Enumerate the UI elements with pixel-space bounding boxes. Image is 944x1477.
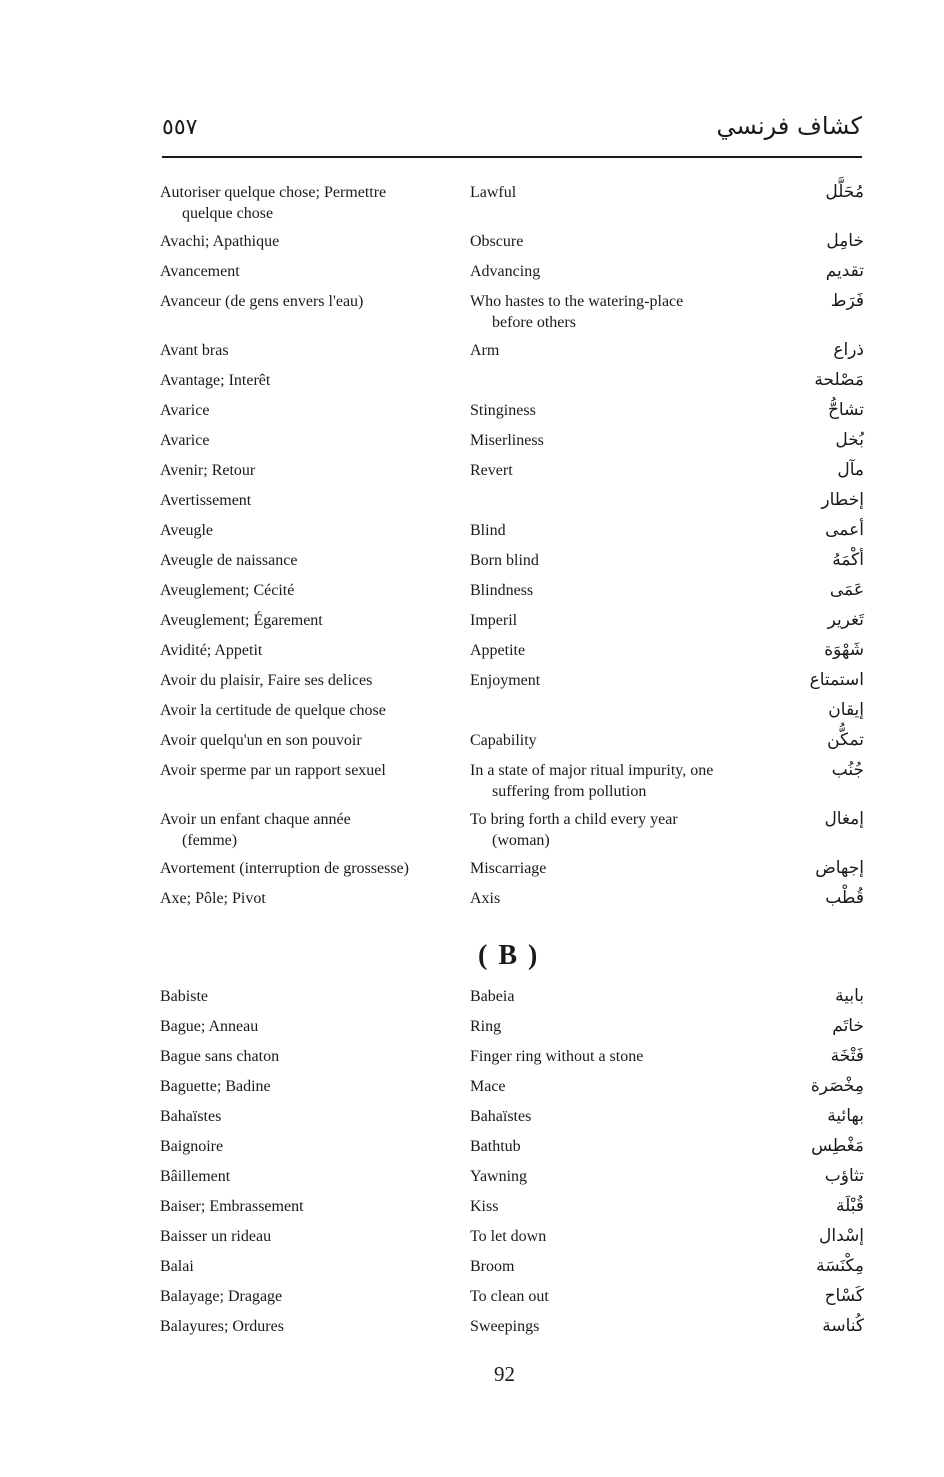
arabic-term: شَهْوَة: [824, 640, 864, 660]
english-term-line: Mace: [470, 1078, 506, 1095]
arabic-term: تشاحُّ: [827, 400, 864, 420]
dictionary-entry: [158, 340, 864, 370]
english-term-continuation: (woman): [492, 832, 550, 849]
english-term-line: Finger ring without a stone: [470, 1048, 644, 1065]
french-term-line: Avoir sperme par un rapport sexuel: [160, 762, 386, 779]
french-term: [160, 1316, 450, 1337]
french-term-line: Aveuglement; Cécité: [160, 582, 295, 599]
english-term: [470, 460, 770, 481]
dictionary-entry: [158, 430, 864, 460]
dictionary-entry: [158, 700, 864, 730]
english-term-line: Lawful: [470, 184, 517, 201]
french-term: [160, 730, 450, 751]
english-term-line: Revert: [470, 462, 513, 479]
english-term-line: Axis: [470, 890, 501, 907]
french-term: [160, 610, 450, 631]
english-term: [470, 1016, 770, 1037]
french-term-line: Balayage; Dragage: [160, 1288, 283, 1305]
english-term-continuation: before others: [492, 314, 576, 331]
dictionary-entry: [158, 760, 864, 809]
english-term-line: In a state of major ritual impurity, one: [470, 762, 714, 779]
english-term-line: Stinginess: [470, 402, 536, 419]
footer-page-number: 92: [494, 1362, 515, 1386]
english-term-line: To clean out: [470, 1288, 549, 1305]
french-term-continuation: (femme): [182, 832, 238, 849]
dictionary-entry: [158, 1016, 864, 1046]
arabic-term: قُطْب: [825, 888, 864, 908]
english-term: [470, 610, 770, 631]
dictionary-entry: [158, 1316, 864, 1346]
french-term-line: Avidité; Appetit: [160, 642, 263, 659]
french-term: [160, 1106, 450, 1127]
section-heading-b: ( B ): [478, 940, 540, 971]
french-term: [160, 1196, 450, 1217]
french-term-line: Bâillement: [160, 1168, 231, 1185]
english-term-line: Kiss: [470, 1198, 499, 1215]
french-term: [160, 670, 450, 691]
dictionary-entry: [158, 490, 864, 520]
arabic-term: أعمى: [825, 520, 864, 540]
french-term: [160, 490, 450, 511]
french-term-line: Avantage; Interêt: [160, 372, 271, 389]
arabic-term: بابية: [835, 986, 864, 1006]
arabic-term: أكْمَهُ: [832, 550, 864, 570]
arabic-term: إخطار: [821, 490, 864, 510]
english-term: [470, 580, 770, 601]
entries-section-b: [158, 986, 864, 1346]
dictionary-entry: [158, 460, 864, 490]
english-term-line: Bahaïstes: [470, 1108, 532, 1125]
arabic-term: فَتْخَة: [830, 1046, 864, 1066]
dictionary-entry: [158, 1046, 864, 1076]
arabic-term: مَصْلحة: [814, 370, 864, 390]
dictionary-entry: [158, 1076, 864, 1106]
english-term-line: Miscarriage: [470, 860, 547, 877]
arabic-term: إسْدال: [819, 1226, 864, 1246]
english-term: [470, 640, 770, 661]
dictionary-entry: [158, 858, 864, 888]
arabic-term: مِكْنَسَة: [816, 1256, 864, 1276]
english-term: [470, 730, 770, 751]
english-term-line: Advancing: [470, 263, 541, 280]
french-term: [160, 340, 450, 361]
dictionary-entry: [158, 640, 864, 670]
french-term-line: Avoir quelqu'un en son pouvoir: [160, 732, 362, 749]
english-term-line: Ring: [470, 1018, 502, 1035]
arabic-term: مِخْصَرة: [810, 1076, 864, 1096]
dictionary-entry: [158, 888, 864, 918]
english-term: [470, 1106, 770, 1127]
french-term-line: Bague sans chaton: [160, 1048, 280, 1065]
arabic-term: استمتاع: [809, 670, 864, 690]
french-term-line: Aveugle de naissance: [160, 552, 298, 569]
english-term: [470, 261, 770, 282]
french-term: [160, 261, 450, 282]
french-term: [160, 370, 450, 391]
arabic-term: جُنُب: [831, 760, 864, 780]
entries-section-a: [158, 182, 864, 918]
dictionary-entry: [158, 1256, 864, 1286]
french-term-line: Avoir la certitude de quelque chose: [160, 702, 386, 719]
english-term: [470, 520, 770, 541]
french-term: [160, 1166, 450, 1187]
english-term-line: Blind: [470, 522, 506, 539]
english-term: [470, 1286, 770, 1307]
english-term-line: Miserliness: [470, 432, 544, 449]
french-term: [160, 430, 450, 451]
english-term-line: Appetite: [470, 642, 526, 659]
french-term: [160, 1046, 450, 1067]
dictionary-entry: [158, 1166, 864, 1196]
dictionary-entry: [158, 1196, 864, 1226]
english-term: [470, 231, 770, 252]
english-term: [470, 430, 770, 451]
arabic-term: إجهاض: [815, 858, 864, 878]
french-term-line: Avenir; Retour: [160, 462, 256, 479]
english-term: [470, 888, 770, 909]
english-term-line: To let down: [470, 1228, 547, 1245]
arabic-term: تقديم: [825, 261, 864, 281]
french-term-line: Avant bras: [160, 342, 229, 359]
french-term-line: Avertissement: [160, 492, 252, 509]
dictionary-entry: [158, 550, 864, 580]
arabic-term: ذراع: [833, 340, 864, 360]
french-term: [160, 1136, 450, 1157]
french-term-line: Baignoire: [160, 1138, 224, 1155]
english-term: [470, 1196, 770, 1217]
french-term-line: Balayures; Ordures: [160, 1318, 284, 1335]
arabic-term: تثاؤب: [824, 1166, 864, 1186]
english-term-line: Arm: [470, 342, 500, 359]
arabic-term: قُبْلَة: [836, 1196, 864, 1216]
arabic-term: خاتَم: [832, 1016, 864, 1036]
dictionary-entry: [158, 730, 864, 760]
arabic-term: كَسْاح: [824, 1286, 864, 1306]
french-term: [160, 858, 450, 879]
dictionary-entry: [158, 610, 864, 640]
english-term: [470, 291, 770, 333]
french-term-line: Avanceur (de gens envers l'eau): [160, 293, 364, 310]
arabic-term: مُحَلَّل: [825, 182, 864, 202]
french-term-line: Aveuglement; Égarement: [160, 612, 323, 629]
french-term-line: Baisser un rideau: [160, 1228, 272, 1245]
french-term-line: Avoir un enfant chaque année: [160, 811, 351, 828]
french-term: [160, 460, 450, 481]
english-term: [470, 550, 770, 571]
english-term: [470, 340, 770, 361]
dictionary-entry: [158, 261, 864, 291]
arabic-term: كُناسة: [822, 1316, 864, 1336]
dictionary-entry: [158, 291, 864, 340]
french-term: [160, 1286, 450, 1307]
french-term-continuation: quelque chose: [182, 205, 274, 222]
header-page-number: ٥٥٧: [162, 114, 198, 139]
english-term: [470, 1166, 770, 1187]
french-term-line: Axe; Pôle; Pivot: [160, 890, 266, 907]
english-term: [470, 1256, 770, 1277]
french-term: [160, 182, 450, 224]
arabic-term: تمكُّن: [827, 730, 864, 750]
english-term-line: Yawning: [470, 1168, 528, 1185]
dictionary-entry: [158, 809, 864, 858]
english-term-line: Who hastes to the watering-place: [470, 293, 684, 310]
english-term: [470, 1046, 770, 1067]
french-term-line: Baiser; Embrassement: [160, 1198, 304, 1215]
english-term-line: Broom: [470, 1258, 515, 1275]
french-term: [160, 550, 450, 571]
french-term: [160, 1226, 450, 1247]
french-term: [160, 986, 450, 1007]
french-term-line: Avoir du plaisir, Faire ses delices: [160, 672, 373, 689]
french-term: [160, 888, 450, 909]
dictionary-entry: [158, 986, 864, 1016]
english-term-line: Blindness: [470, 582, 534, 599]
english-term-line: To bring forth a child every year: [470, 811, 678, 828]
french-term: [160, 700, 450, 721]
english-term: [470, 1076, 770, 1097]
french-term-line: Bahaïstes: [160, 1108, 222, 1125]
arabic-term: فَرَط: [830, 291, 864, 311]
dictionary-entry: [158, 1106, 864, 1136]
french-term: [160, 400, 450, 421]
english-term-line: Bathtub: [470, 1138, 521, 1155]
arabic-term: تَغرير: [827, 610, 864, 630]
dictionary-entry: [158, 1136, 864, 1166]
arabic-term: عَمَى: [829, 580, 864, 600]
french-term-line: Bague; Anneau: [160, 1018, 259, 1035]
dictionary-entry: [158, 1226, 864, 1256]
french-term-line: Avarice: [160, 402, 210, 419]
french-term: [160, 1076, 450, 1097]
page-header: [162, 112, 862, 148]
arabic-term: مآل: [837, 460, 864, 480]
french-term-line: Baguette; Badine: [160, 1078, 271, 1095]
english-term: [470, 760, 770, 802]
arabic-term: مَغْطِس: [811, 1136, 864, 1156]
dictionary-entry: [158, 182, 864, 231]
french-term-line: Babiste: [160, 988, 208, 1005]
french-term-line: Avancement: [160, 263, 240, 280]
french-term: [160, 760, 450, 781]
french-term-line: Balai: [160, 1258, 194, 1275]
french-term: [160, 580, 450, 601]
french-term-line: Avortement (interruption de grossesse): [160, 860, 409, 877]
english-term-line: Capability: [470, 732, 537, 749]
english-term-line: Imperil: [470, 612, 518, 629]
french-term: [160, 640, 450, 661]
english-term: [470, 986, 770, 1007]
english-term: [470, 182, 770, 203]
french-term-line: Autoriser quelque chose; Permettre: [160, 184, 387, 201]
header-title: كشاف فرنسي: [716, 112, 862, 140]
french-term: [160, 1016, 450, 1037]
english-term-line: Born blind: [470, 552, 539, 569]
dictionary-entry: [158, 370, 864, 400]
english-term: [470, 1136, 770, 1157]
french-term: [160, 231, 450, 252]
dictionary-entry: [158, 231, 864, 261]
english-term-line: Babeia: [470, 988, 515, 1005]
dictionary-entry: [158, 580, 864, 610]
french-term-line: Avachi; Apathique: [160, 233, 280, 250]
english-term: [470, 1316, 770, 1337]
arabic-term: إمغال: [824, 809, 864, 829]
french-term-line: Avarice: [160, 432, 210, 449]
english-term-continuation: suffering from pollution: [492, 783, 647, 800]
dictionary-entry: [158, 670, 864, 700]
english-term: [470, 670, 770, 691]
dictionary-entry: [158, 1286, 864, 1316]
english-term-line: Obscure: [470, 233, 524, 250]
english-term: [470, 400, 770, 421]
arabic-term: بُخل: [835, 430, 864, 450]
english-term: [470, 1226, 770, 1247]
arabic-term: بهائية: [827, 1106, 864, 1126]
french-term: [160, 809, 450, 851]
english-term: [470, 858, 770, 879]
english-term-line: Sweepings: [470, 1318, 540, 1335]
english-term: [470, 809, 770, 851]
french-term: [160, 1256, 450, 1277]
arabic-term: إيقان: [828, 700, 864, 720]
dictionary-entry: [158, 400, 864, 430]
header-rule: [162, 156, 862, 158]
dictionary-entry: [158, 520, 864, 550]
french-term-line: Aveugle: [160, 522, 214, 539]
french-term: [160, 520, 450, 541]
french-term: [160, 291, 450, 312]
english-term-line: Enjoyment: [470, 672, 541, 689]
arabic-term: خامِل: [826, 231, 864, 251]
